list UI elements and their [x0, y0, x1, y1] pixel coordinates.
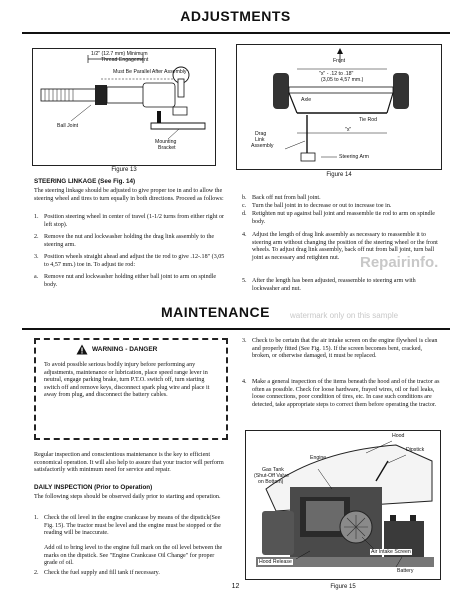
fig14-label-dim2: (3,05 to 4,57 mm.) [321, 77, 364, 83]
adjustments-rule [22, 32, 450, 34]
daily-heading: DAILY INSPECTION (Prior to Operation) [34, 484, 153, 491]
fig14-label-x: "x" [345, 127, 352, 133]
fig14-label-axle: Axle [301, 97, 312, 103]
step-text: Check the fuel supply and fill tank if necessary. [44, 570, 160, 576]
step-text: Check to be certain that the air intake screen on the engine flywheel is clean and properly fitted (See Fig. 15). If the screen becomes bent, cracked, broken, or otherwise damaged, it must be replaced. [252, 338, 438, 360]
fig15-label-air-intake: Air Intake Screen [371, 549, 411, 555]
steering-step-3 [34, 254, 228, 269]
step-text: Adjust the length of drag link assembly as necessary to reassemble it to steering arm without changing the position of the steering wheel or the front wheels. To adjust drag link assembly, back off nut from ball joint, turn ball joint as necessary and retighten nut. [252, 232, 438, 261]
fig13-label-thread: 1/2" (12.7 mm) Minimum [91, 51, 148, 57]
fig14-label-drag2: Link [255, 137, 265, 143]
steering-step-b [242, 195, 442, 203]
warning-box [34, 338, 228, 440]
figure-15 [245, 430, 441, 580]
adjustments-title: ADJUSTMENTS [180, 8, 291, 24]
step-number: a. [34, 274, 39, 280]
steering-heading: STEERING LINKAGE (See Fig. 14) [34, 178, 136, 185]
daily-step-1b: Add oil to bring level to the engine full mark on the oil level between the marks on the dipstick. See "Engine Crankcase Oil Change" for proper grade of oil. [44, 545, 223, 567]
figure-15-caption: Figure 15 [330, 584, 356, 590]
step-number: 1. [34, 214, 39, 220]
fig14-label-drag3: Assembly [251, 143, 274, 149]
page-number: 12 [231, 583, 240, 590]
warning-header [76, 344, 157, 355]
step-number: d. [242, 211, 247, 217]
step-number: 3. [242, 338, 247, 344]
fig14-label-steering-arm: Steering Arm [339, 154, 369, 160]
fig15-label-hood-release: Hood Release [259, 559, 292, 565]
step-number: 5. [242, 278, 247, 284]
maintenance-step-3 [242, 338, 442, 361]
daily-intro: The following steps should be observed daily prior to starting and operation. [34, 494, 221, 500]
maintenance-intro: Regular inspection and conscientious maintenance is the key to efficient economical operation. It will also help to assure that your tractor will perform satisfactorily with minimum need for service and repair. [34, 452, 224, 474]
fig13-label-ball-joint: Ball Joint [57, 123, 79, 129]
fig14-label-dim: "x" - .12 to .18" [319, 71, 354, 77]
step-text: Position steering wheel in center of travel (1-1/2 turns from either right or left stop). [44, 214, 225, 228]
steering-step-d [242, 211, 442, 226]
figure-13-caption: Figure 13 [111, 167, 137, 173]
step-number: 4. [242, 232, 247, 238]
warning-title: WARNING - DANGER [92, 346, 158, 353]
fig13-label-bracket2: Bracket [158, 145, 176, 151]
figure-14-caption: Figure 14 [326, 172, 352, 178]
fig15-label-gas-tank: Gas Tank [262, 467, 284, 473]
step-text: Retighten nut up against ball joint and reassemble tie rod to arm on spindle body. [252, 211, 435, 225]
step-text: After the length has been adjusted, reassemble to steering arm with lockwasher and nut. [252, 278, 416, 292]
step-text: Back off nut from ball joint. [252, 195, 321, 201]
fig13-label-parallel: Must Be Parallel After Assembly [113, 69, 187, 75]
steering-step-1 [34, 214, 228, 229]
fig15-label-dipstick: Dipstick [406, 447, 425, 453]
fig14-label-front: Front [333, 58, 346, 64]
maintenance-step-4 [242, 379, 442, 409]
maintenance-title: MAINTENANCE [161, 304, 270, 320]
step-number: b. [242, 195, 247, 201]
figure-13 [32, 48, 216, 166]
step-text: Remove the nut and lockwasher holding the drag link assembly to the steering arm. [44, 234, 215, 248]
daily-step-1 [34, 515, 228, 538]
fig15-label-shutoff: (Shut-Off Valve [254, 473, 289, 479]
step-text: Position wheels straight ahead and adjust the tie rod to give .12-.18" (3,05 to 4,57 mm.) toe in. To adjust tie rod: [44, 254, 225, 268]
fig14-label-drag: Drag [255, 131, 267, 137]
step-number: 2. [34, 570, 39, 576]
steering-step-c [242, 203, 442, 211]
fig13-label-thread2: Thread Engagement [101, 57, 149, 63]
step-text: Check the oil level in the engine crankcase by means of the dipstick(See Fig. 15). The tractor must be level and the engine must be stopped or the reading will be inaccurate. [44, 515, 221, 537]
fig15-label-hood: Hood [392, 433, 405, 439]
steering-step-3a [34, 274, 228, 289]
steering-step-5 [242, 278, 442, 293]
steering-intro: The steering linkage should be adjusted to give proper toe in and to allow the steering wheel and tires to turn equally in both directions. Proceed as follows: [34, 188, 224, 202]
fig13-label-bracket: Mounting [155, 139, 177, 145]
step-text: Turn the ball joint in to decrease or out to increase toe in. [252, 203, 392, 209]
step-number: 3. [34, 254, 39, 260]
fig15-label-battery: Battery [397, 568, 414, 574]
warning-body: To avoid possible serious bodily injury before performing any adjustments, maintenance or lubrication, place speed range lever in neutral, engage parking brake, turn P.T.O. switch off, turn starting switch off and remove keys, disconnect spark plug wire and place it away from plug, and disconnect the battery cables. [44, 362, 210, 399]
daily-step-2 [34, 570, 228, 578]
step-number: 4. [242, 379, 247, 385]
warning-icon [76, 344, 88, 355]
step-number: 2. [34, 234, 39, 240]
step-number: c. [242, 203, 247, 209]
step-number: 1. [34, 515, 39, 521]
fig15-label-engine: Engine [310, 455, 327, 461]
watermark-site: Repairinfo. [360, 254, 439, 271]
fig15-label-shutoff2: on Bottom) [258, 479, 284, 485]
figure-13-drawing [33, 49, 217, 167]
step-text: Make a general inspection of the items beneath the hood and of the tractor as often as possible. Check for loose hardware, frayed wires, oil or fuel leaks, loose connections, poor condition of tires, etc. In case such conditions are detected, take appropriate steps to correct them before operating the tractor. [252, 379, 440, 408]
fig14-label-tie-rod: Tie Rod [359, 117, 377, 123]
figure-14 [236, 44, 442, 170]
watermark-note: watermark only on this sample [290, 311, 399, 320]
maintenance-rule [22, 328, 450, 330]
step-text: Remove nut and lockwasher holding either ball joint to arm on spindle body. [44, 274, 217, 288]
steering-step-2 [34, 234, 228, 249]
